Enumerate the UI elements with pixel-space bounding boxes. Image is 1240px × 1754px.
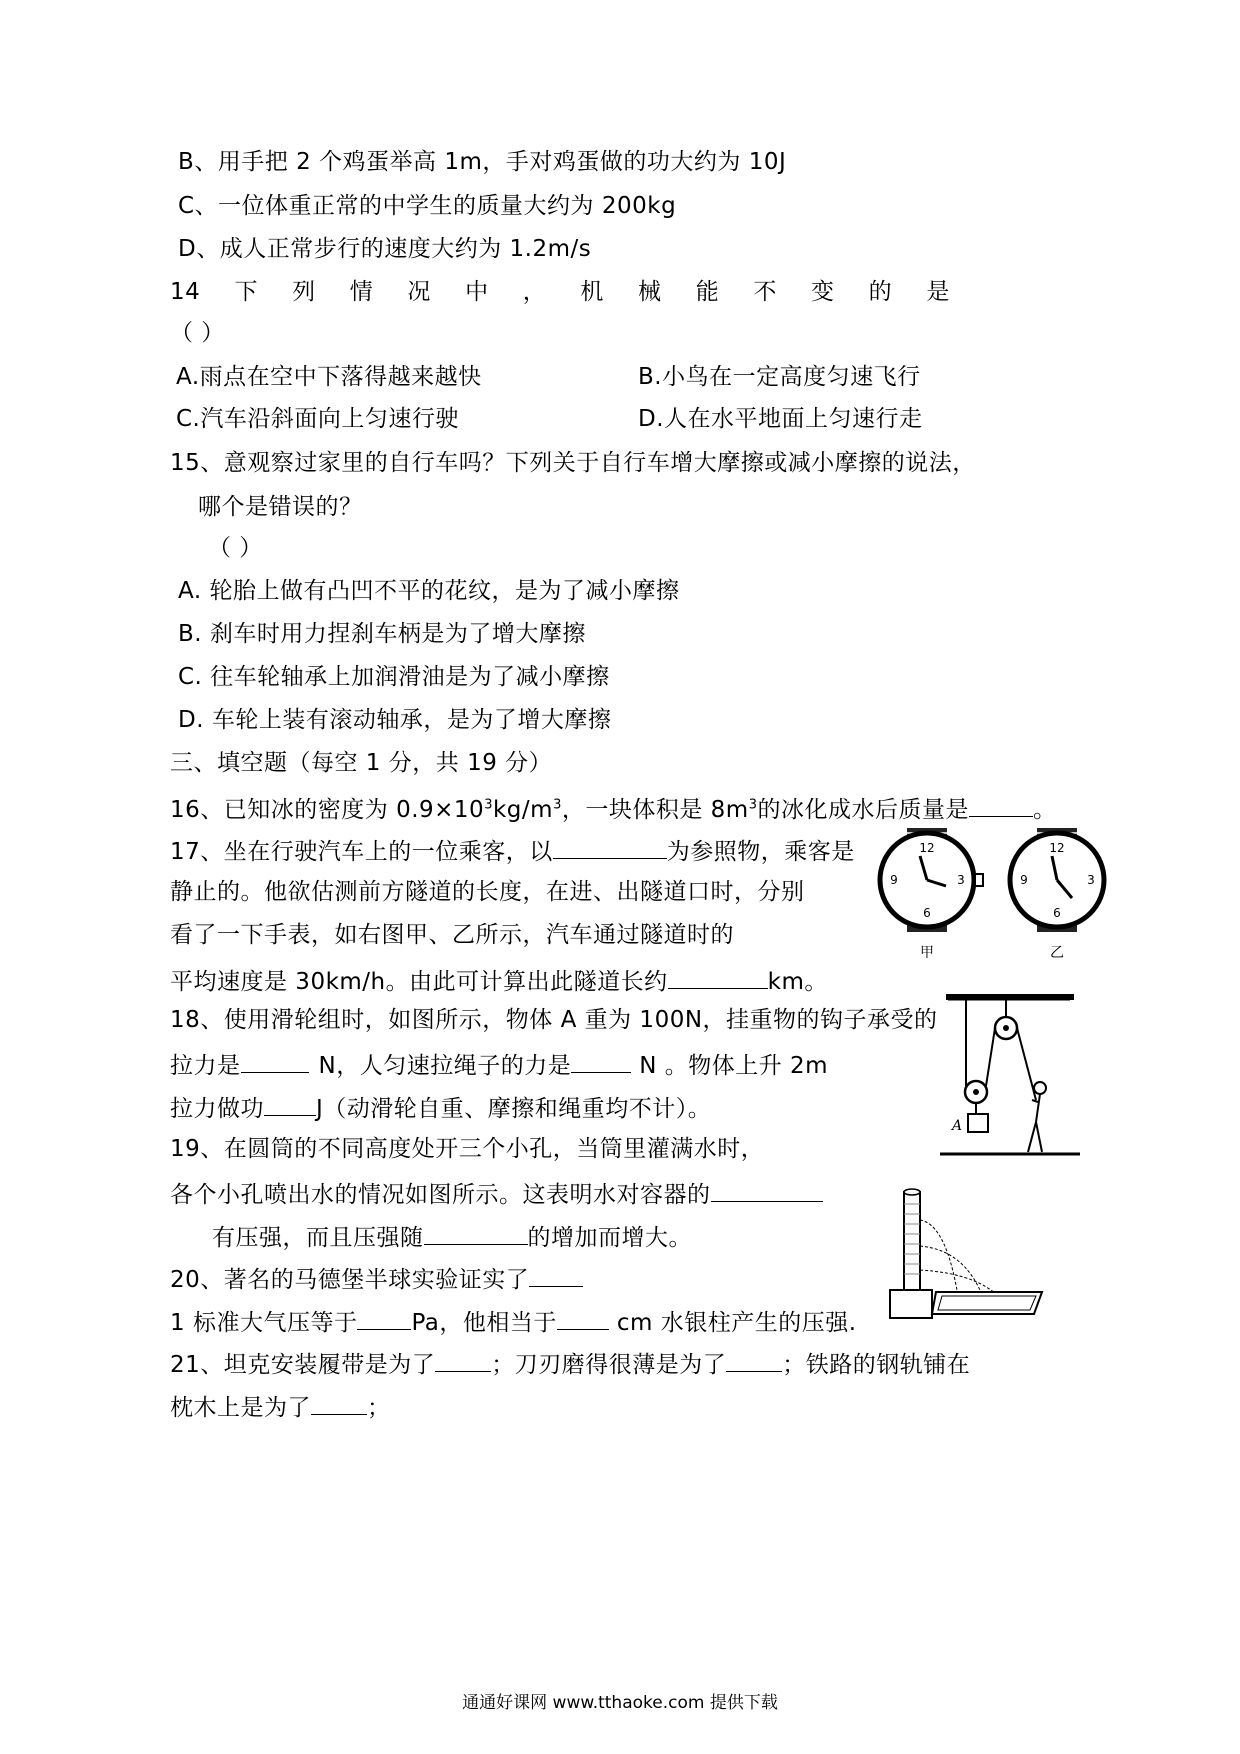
q14-stem-char: 中 [465,279,489,305]
q14-stem-chars [170,277,950,307]
q19-line3 [212,1220,692,1253]
q17-line4 [170,964,828,997]
q21-line1 [170,1347,970,1380]
q13-option-d-text: D、成人正常步行的速度大约为 1.2m/s [178,236,592,262]
q14-option-d-text: D.人在水平地面上匀速行走 [638,406,923,432]
watch-jia-num-3: 3 [957,873,965,887]
q19-line2 [170,1177,823,1210]
q15-option-b-text: B. 刹车时用力捏刹车柄是为了增大摩擦 [178,621,586,647]
q21-blade-blank[interactable] [726,1347,782,1372]
q14-paren-text: （ ） [170,320,225,346]
q19-direction-blank[interactable] [711,1177,823,1202]
q17-reference-blank[interactable] [553,834,667,859]
q16-answer-blank[interactable] [969,792,1033,817]
q14-stem [170,277,950,307]
q14-stem-char: 况 [407,279,431,305]
q15-option-a [178,576,679,606]
q14-option-c-text: C.汽车沿斜面向上匀速行驶 [176,406,459,432]
q20-l1: 20、著名的马德堡半球实验证实了 [170,1267,530,1293]
q15-option-d-text: D. 车轮上装有滚动轴承，是为了增大摩擦 [178,707,612,733]
watch-jia-num-9: 9 [890,873,898,887]
q15-paren-text: （ ） [208,535,263,561]
q18-l2a: 拉力是 [170,1053,241,1079]
q20-line1 [170,1262,583,1295]
section3-title [170,748,552,778]
q15-option-c [178,662,610,692]
q18-work-blank[interactable] [264,1091,316,1116]
q13-option-b [178,147,786,177]
person-head [1034,1082,1046,1094]
q16-sup1: 3 [484,797,493,813]
q14-option-b [638,362,921,392]
q15-option-b [178,619,586,649]
watch-yi-num-12: 12 [1049,841,1065,855]
watch-jia [880,828,983,961]
q14-stem-char: 下 [234,279,258,305]
water-cylinder-figure [886,1184,1046,1324]
watch-yi-num-3: 3 [1087,873,1095,887]
q14-option-a-text: A.雨点在空中下落得越来越快 [176,364,482,390]
q16-part3: ，一块体积是 8m [561,797,749,823]
q14-stem-char: 能 [695,279,720,305]
q19-l3a: 有压强，而且压强随 [212,1225,424,1251]
q16 [170,792,1056,825]
q13-option-c [178,191,676,221]
q14-stem-char: 不 [753,279,777,305]
q18-line2 [170,1048,828,1081]
q18-hook-force-blank[interactable] [241,1048,309,1073]
q21-l1a: 21、坦克安装履带是为了 [170,1352,436,1378]
section3-title-text: 三、填空题（每空 1 分，共 19 分） [170,750,553,776]
water-tray [932,1292,1042,1314]
q15-stem1-text: 15、意观察过家里的自行车吗？下列关于自行车增大摩擦或减小摩擦的说法， [170,450,976,476]
q17-l4a: 平均速度是 30km/h。由此可计算出此隧道长约 [170,969,668,995]
watch-yi-num-9: 9 [1020,873,1028,887]
q20-l2c: cm 水银柱产生的压强. [616,1310,857,1336]
q17-l3: 看了一下手表，如右图甲、乙所示，汽车通过隧道时的 [170,922,734,948]
q15-option-a-text: A. 轮胎上做有凸凹不平的花纹，是为了减小摩擦 [178,578,680,604]
q17-line1 [170,834,855,867]
q14-stem-char: 的 [868,279,893,305]
watch-jia-num-6: 6 [923,906,931,920]
q18-pull-force-blank[interactable] [571,1048,631,1073]
object-a [968,1114,988,1132]
watch-yi-label: 乙 [1050,945,1064,961]
q21-l2a: 枕木上是为了 [170,1395,311,1421]
q17-l1a: 17、坐在行驶汽车上的一位乘客，以 [170,839,553,865]
q19-depth-blank[interactable] [424,1220,528,1245]
watch-jia-label: 甲 [920,945,934,961]
q20-l2a: 1 标准大气压等于 [170,1310,358,1336]
q16-sup3: 3 [748,797,758,813]
q18-l2c: N 。物体上升 2m [639,1053,829,1079]
q14-stem-char: 械 [638,279,662,305]
q16-part1: 16、已知冰的密度为 0.9×10 [170,797,485,823]
q18-line1 [170,1005,938,1035]
q14-option-c [176,404,459,434]
watch-yi [1010,828,1104,961]
q14-stem-char: 情 [349,279,374,305]
q21-l1c: ；铁路的钢轨铺在 [782,1352,971,1378]
q21-sleeper-blank[interactable] [311,1390,367,1415]
water-stream-top [920,1220,958,1296]
q15-stem2-text: 哪个是错误的？ [198,494,363,520]
q14-stem-char: 列 [292,279,316,305]
q16-part2: kg/m [492,797,554,823]
q17-l4b: km。 [767,969,828,995]
q13-option-d [178,234,591,264]
q17-line2 [170,877,805,907]
q14-stem-char: 是 [926,279,950,305]
page-footer: 通通好课网 www.tthaoke.com 提供下载 [462,1693,778,1713]
q17-line3 [170,920,734,950]
q21-line2 [170,1390,391,1423]
q15-stem-line2 [198,492,363,522]
q19-l3b: 的增加而增大。 [527,1225,692,1251]
q19-line1 [170,1134,764,1164]
q21-l1b: ；刀刃磨得很薄是为了 [491,1352,727,1378]
q20-pa-blank[interactable] [357,1305,411,1330]
q14-stem-char: 变 [811,279,835,305]
q13-option-c-text: C、一位体重正常的中学生的质量大约为 200kg [178,193,677,219]
q18-l1: 18、使用滑轮组时，如图所示，物体 A 重为 100N，挂重物的钩子承受的 [170,1007,938,1033]
q18-line3 [170,1091,711,1124]
q18-l2b: N，人匀速拉绳子的力是 [318,1053,572,1079]
q17-l2: 静止的。他欲估测前方隧道的长度，在进、出隧道口时，分别 [170,879,805,905]
q18-l3a: 拉力做功 [170,1096,264,1122]
q20-experiment-blank[interactable] [529,1262,583,1287]
q14-option-d [638,404,923,434]
q14-option-b-text: B.小鸟在一定高度匀速飞行 [638,364,921,390]
q16-sup2: 3 [553,797,562,813]
q14-stem-char: 14 [170,279,201,305]
q20-line2 [170,1305,857,1338]
q20-cm-blank[interactable] [557,1305,609,1330]
q19-l2: 各个小孔喷出水的情况如图所示。这表明水对容器的 [170,1182,711,1208]
q13-option-b-text: B、用手把 2 个鸡蛋举高 1m，手对鸡蛋做的功大约为 10J [178,149,787,175]
q18-l3b: J（动滑轮自重、摩擦和绳重均不计）。 [316,1096,712,1122]
q15-stem-line1 [170,448,976,478]
q15-option-c-text: C. 往车轮轴承上加润滑油是为了减小摩擦 [178,664,610,690]
q21-l2b: ； [367,1395,391,1421]
object-a-label: A [952,1118,963,1134]
watch-figure [872,822,1112,962]
q21-track-blank[interactable] [435,1347,491,1372]
q15-option-d [178,705,611,735]
q17-l1b: 为参照物，乘客是 [666,839,855,865]
q14-option-a [176,362,482,392]
q16-part4: 的冰化成水后质量是 [757,797,969,823]
q20-l2b: Pa，他相当于 [411,1310,557,1336]
watch-jia-num-12: 12 [919,841,935,855]
q14-stem-char: ， [522,279,547,305]
q14-stem-char: 机 [580,279,604,305]
q14-paren [170,318,225,348]
q15-paren [208,533,263,563]
watch-yi-num-6: 6 [1053,906,1061,920]
cylinder-stand [890,1290,932,1318]
q16-end: 。 [1032,797,1057,823]
q17-length-blank[interactable] [668,964,768,989]
pulley-figure [940,992,1080,1162]
q19-l1: 19、在圆筒的不同高度处开三个小孔，当筒里灌满水时， [170,1136,765,1162]
cylinder [904,1192,920,1290]
